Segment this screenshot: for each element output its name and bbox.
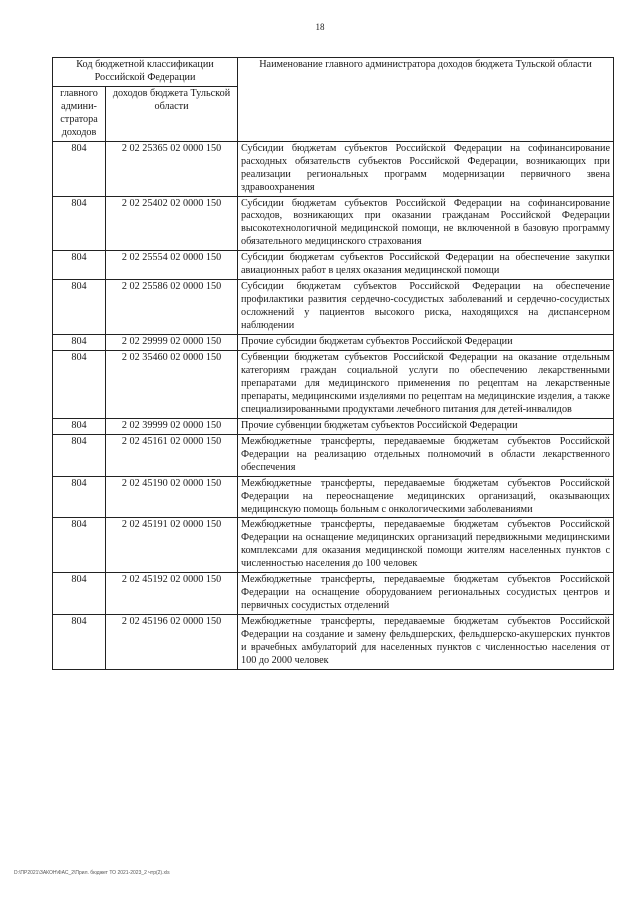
footer-file-path: D:\ПР2021\ЗАКОН\ФАС_2\Прил. бюджет ТО 2021-2023_2 чтр(2).xls xyxy=(14,870,170,876)
income-name-cell: Субсидии бюджетам субъектов Российской Федерации на софинансирование расходов, возникающих при оказании гражданам Российской Федерации высокотехнологичной медицинской помощи, не включенной в базовую программу обязательного медицинского страхования xyxy=(238,196,614,251)
income-name-cell: Прочие субвенции бюджетам субъектов Российской Федерации xyxy=(238,418,614,434)
admin-code-cell: 804 xyxy=(53,196,106,251)
income-name-cell: Субсидии бюджетам субъектов Российской Федерации на обеспечение закупки авиационных работ в целях оказания медицинской помощи xyxy=(238,251,614,280)
income-name-cell: Межбюджетные трансферты, передаваемые бюджетам субъектов Российской Федерации на создание и замену фельдшерских, фельдшерско-акушерских пунктов и врачебных амбулаторий для населенных пунктов с численностью населения от 100 до 2000 человек xyxy=(238,615,614,670)
table-row xyxy=(53,280,614,335)
header-admin-column: главного админи-стратора доходов xyxy=(53,86,106,141)
table-row xyxy=(53,418,614,434)
income-code-cell: 2 02 25365 02 0000 150 xyxy=(106,141,238,196)
header-name-group: Наименование главного администратора доходов бюджета Тульской области xyxy=(238,58,614,142)
income-name-cell: Субвенции бюджетам субъектов Российской Федерации на оказание отдельным категориям граждан социальной услуги по обеспечению лекарственными препаратами для медицинского применения по рецептам на лекарственные препараты, медицинскими изделиями по рецептам на медицинские изделия, а также специализированными продуктами лечебного питания для детей-инвалидов xyxy=(238,351,614,419)
table-row xyxy=(53,251,614,280)
table-row xyxy=(53,476,614,518)
admin-code-cell: 804 xyxy=(53,280,106,335)
admin-code-cell: 804 xyxy=(53,518,106,573)
table-row xyxy=(53,335,614,351)
table-row xyxy=(53,434,614,476)
income-code-cell: 2 02 25586 02 0000 150 xyxy=(106,280,238,335)
table-row xyxy=(53,141,614,196)
income-name-cell: Прочие субсидии бюджетам субъектов Российской Федерации xyxy=(238,335,614,351)
admin-code-cell: 804 xyxy=(53,335,106,351)
income-code-cell: 2 02 45192 02 0000 150 xyxy=(106,573,238,615)
admin-code-cell: 804 xyxy=(53,251,106,280)
header-income-column: доходов бюджета Тульской области xyxy=(106,86,238,141)
income-code-cell: 2 02 35460 02 0000 150 xyxy=(106,351,238,419)
income-code-cell: 2 02 45196 02 0000 150 xyxy=(106,615,238,670)
income-code-cell: 2 02 45191 02 0000 150 xyxy=(106,518,238,573)
income-code-cell: 2 02 25402 02 0000 150 xyxy=(106,196,238,251)
income-name-cell: Межбюджетные трансферты, передаваемые бюджетам субъектов Российской Федерации на оснащение медицинских организаций передвижными медицинскими комплексами для оказания медицинской помощи жителям населенных пунктов с численностью населения до 100 человек xyxy=(238,518,614,573)
admin-code-cell: 804 xyxy=(53,476,106,518)
income-name-cell: Субсидии бюджетам субъектов Российской Федерации на софинансирование расходных обязательств субъектов Российской Федерации, возникающих при реализации региональных программ модернизации первичного звена здравоохранения xyxy=(238,141,614,196)
table-row xyxy=(53,196,614,251)
admin-code-cell: 804 xyxy=(53,615,106,670)
income-name-cell: Межбюджетные трансферты, передаваемые бюджетам субъектов Российской Федерации на реализацию отдельных полномочий в области лекарственного обеспечения xyxy=(238,434,614,476)
table-row xyxy=(53,573,614,615)
page-number: 18 xyxy=(315,22,325,32)
income-name-cell: Субсидии бюджетам субъектов Российской Федерации на обеспечение профилактики развития сердечно-сосудистых заболеваний и сердечно-сосудистых осложнений у пациентов высокого риска, находящихся на диспансерном наблюдении xyxy=(238,280,614,335)
admin-code-cell: 804 xyxy=(53,141,106,196)
admin-code-cell: 804 xyxy=(53,351,106,419)
income-name-cell: Межбюджетные трансферты, передаваемые бюджетам субъектов Российской Федерации на переоснащение медицинских организаций, оказывающих медицинскую помощь больным с онкологическими заболеваниями xyxy=(238,476,614,518)
table-row xyxy=(53,615,614,670)
admin-code-cell: 804 xyxy=(53,418,106,434)
income-code-cell: 2 02 45190 02 0000 150 xyxy=(106,476,238,518)
table-row xyxy=(53,518,614,573)
income-code-cell: 2 02 39999 02 0000 150 xyxy=(106,418,238,434)
income-code-cell: 2 02 45161 02 0000 150 xyxy=(106,434,238,476)
admin-code-cell: 804 xyxy=(53,434,106,476)
budget-classification-table xyxy=(52,57,614,670)
income-code-cell: 2 02 25554 02 0000 150 xyxy=(106,251,238,280)
header-row-top xyxy=(53,58,614,87)
admin-code-cell: 804 xyxy=(53,573,106,615)
header-code-group: Код бюджетной классификации Российской Федерации xyxy=(53,58,238,87)
income-code-cell: 2 02 29999 02 0000 150 xyxy=(106,335,238,351)
table-row xyxy=(53,351,614,419)
income-name-cell: Межбюджетные трансферты, передаваемые бюджетам субъектов Российской Федерации на оснащение оборудованием региональных сосудистых центров и первичных сосудистых отделений xyxy=(238,573,614,615)
